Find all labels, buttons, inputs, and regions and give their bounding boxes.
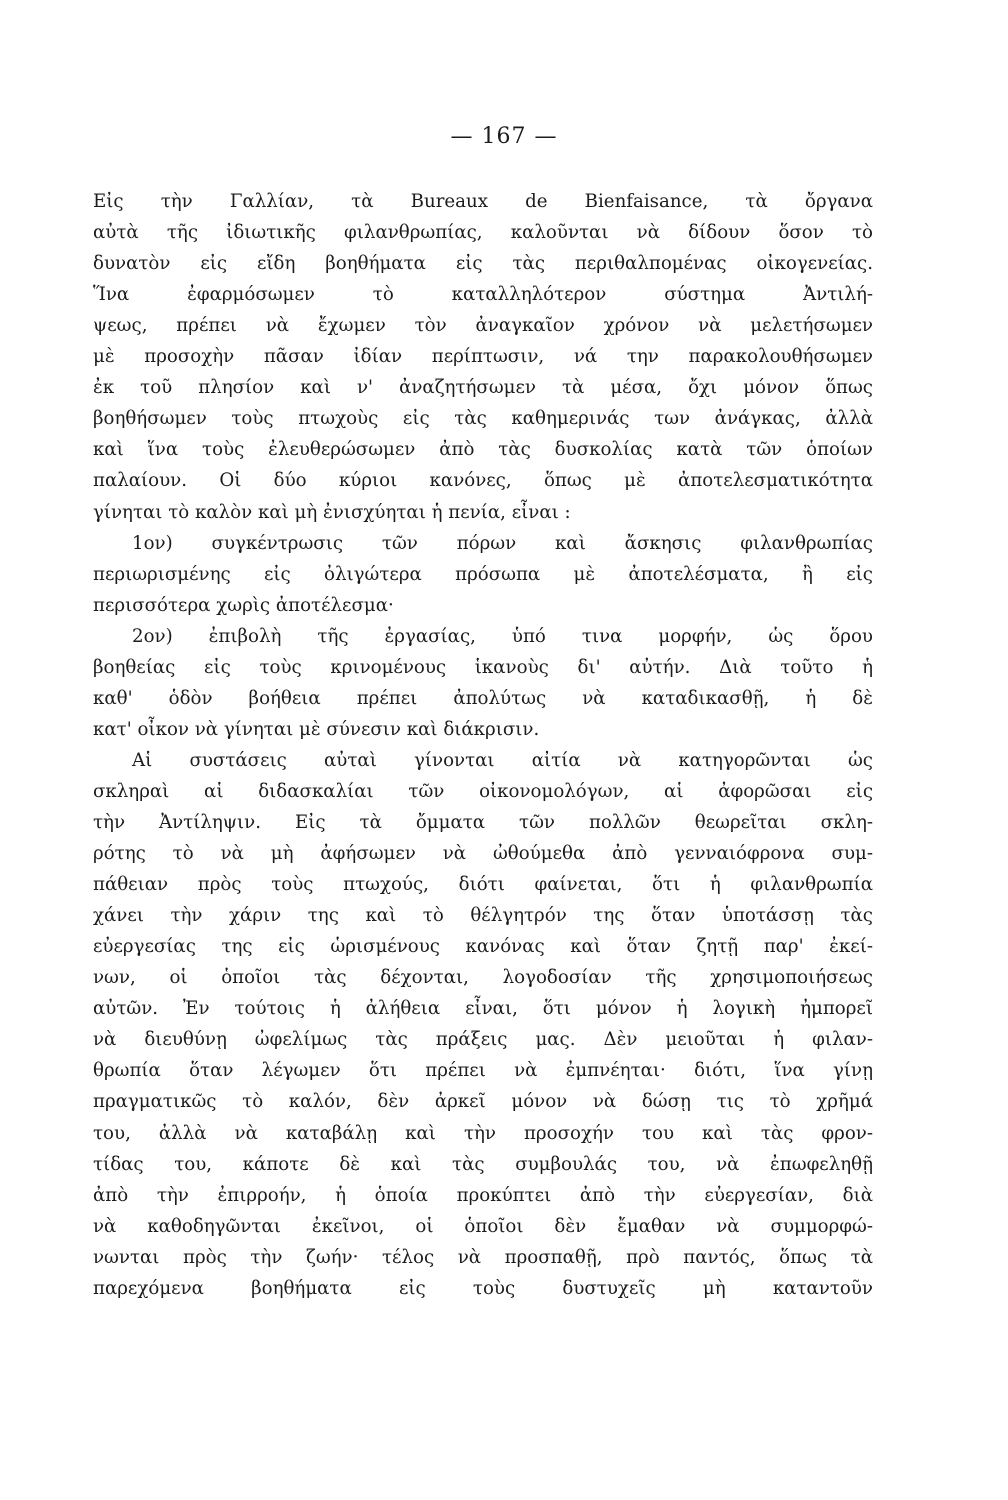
text-line: περιωρισμένης εἰς ὀλιγώτερα πρόσωπα μὲ ἀποτελέσματα, ἢ εἰς	[93, 563, 873, 585]
text-line: του, ἀλλὰ νὰ καταβάλῃ καὶ τὴν προσοχήν του καὶ τὰς φρον-	[93, 1122, 873, 1144]
text-line: παρεχόμενα βοηθήματα εἰς τοὺς δυστυχεῖς μὴ καταντοῦν	[93, 1277, 873, 1299]
text-line: νὰ καθοδηγῶνται ἐκεῖνοι, οἱ ὁποῖοι δὲν ἔμαθαν νὰ συμμορφώ-	[93, 1215, 873, 1237]
text-line: ἐκ τοῦ πλησίον καὶ ν' ἀναζητήσωμεν τὰ μέσα, ὄχι μόνον ὅπως	[93, 377, 873, 399]
text-line: 2ον) ἐπιβολὴ τῆς ἐργασίας, ὑπό τινα μορφήν, ὡς ὅρου	[132, 625, 873, 647]
text-line: Αἱ συστάσεις αὐταὶ γίνονται αἰτία νὰ κατηγορῶνται ὡς	[132, 749, 873, 771]
text-line: Ἵνα ἐφαρμόσωμεν τὸ καταλληλότερον σύστημα Ἀντιλή-	[93, 284, 873, 306]
text-line: βοηθήσωμεν τοὺς πτωχοὺς εἰς τὰς καθημερινάς των ἀνάγκας, ἀλλὰ	[93, 408, 873, 430]
text-line: ψεως, πρέπει νὰ ἔχωμεν τὸν ἀναγκαῖον χρόνον νὰ μελετήσωμεν	[93, 315, 873, 337]
text-line: εὐεργεσίας της εἰς ὡρισμένους κανόνας καὶ ὅταν ζητῇ παρ' ἐκεί-	[93, 936, 873, 958]
text-line: πάθειαν πρὸς τοὺς πτωχούς, διότι φαίνεται, ὅτι ἡ φιλανθρωπία	[93, 874, 873, 896]
text-line: κατ' οἶκον νὰ γίνηται μὲ σύνεσιν καὶ διάκρισιν.	[93, 718, 540, 740]
text-line: νὰ διευθύνῃ ὠφελίμως τὰς πράξεις μας. Δὲν μειοῦται ἡ φιλαν-	[93, 1029, 873, 1051]
text-line: περισσότερα χωρὶς ἀποτέλεσμα·	[93, 594, 394, 616]
text-line: νων, οἱ ὁποῖοι τὰς δέχονται, λογοδοσίαν τῆς χρησιμοποιήσεως	[93, 967, 873, 989]
text-line: αὐτῶν. Ἐν τούτοις ἡ ἀλήθεια εἶναι, ὅτι μόνον ἡ λογικὴ ἠμπορεῖ	[93, 998, 873, 1020]
text-line: αὐτὰ τῆς ἰδιωτικῆς φιλανθρωπίας, καλοῦνται νὰ δίδουν ὅσον τὸ	[93, 222, 873, 244]
text-line: ρότης τὸ νὰ μὴ ἀφήσωμεν νὰ ὠθούμεθα ἀπὸ γενναιόφρονα συμ-	[93, 843, 873, 865]
text-line: σκληραὶ αἱ διδασκαλίαι τῶν οἰκονομολόγων, αἱ ἀφορῶσαι εἰς	[93, 780, 873, 802]
text-line: παλαίουν. Οἱ δύο κύριοι κανόνες, ὅπως μὲ ἀποτελεσματικότητα	[93, 470, 873, 492]
text-line: δυνατὸν εἰς εἴδη βοηθήματα εἰς τὰς περιθαλπομένας οἰκογενείας.	[93, 253, 873, 275]
text-line: καθ' ὁδὸν βοήθεια πρέπει ἀπολύτως νὰ καταδικασθῇ, ἡ δὲ	[93, 687, 873, 709]
text-line: νωνται πρὸς τὴν ζωήν· τέλος νὰ προσπαθῇ, πρὸ παντός, ὅπως τὰ	[93, 1246, 873, 1268]
text-line: χάνει τὴν χάριν της καὶ τὸ θέλγητρόν της ὅταν ὑποτάσσῃ τὰς	[93, 905, 873, 927]
text-line: τίδας του, κάποτε δὲ καὶ τὰς συμβουλάς του, νὰ ἐπωφεληθῇ	[93, 1153, 873, 1175]
text-line: ἀπὸ τὴν ἐπιρροήν, ἡ ὁποία προκύπτει ἀπὸ τὴν εὐεργεσίαν, διὰ	[93, 1184, 873, 1206]
text-line: καὶ ἵνα τοὺς ἐλευθερώσωμεν ἀπὸ τὰς δυσκολίας κατὰ τῶν ὁποίων	[93, 439, 873, 461]
text-line: μὲ προσοχὴν πᾶσαν ἰδίαν περίπτωσιν, νά την παρακολουθήσωμεν	[93, 346, 873, 368]
text-line: γίνηται τὸ καλὸν καὶ μὴ ἐνισχύηται ἡ πενία, εἶναι :	[93, 501, 571, 523]
text-line: Εἰς τὴν Γαλλίαν, τὰ Bureaux de Bienfaisance, τὰ ὄργανα	[93, 191, 873, 212]
text-line: βοηθείας εἰς τοὺς κρινομένους ἱκανοὺς δι' αὐτήν. Διὰ τοῦτο ἡ	[93, 656, 873, 678]
text-line: τὴν Ἀντίληψιν. Εἰς τὰ ὄμματα τῶν πολλῶν θεωρεῖται σκλη-	[93, 812, 873, 833]
text-line: θρωπία ὅταν λέγωμεν ὅτι πρέπει νὰ ἐμπνέηται· διότι, ἵνα γίνῃ	[93, 1060, 873, 1082]
text-line: πραγματικῶς τὸ καλόν, δὲν ἀρκεῖ μόνον νὰ δώσῃ τις τὸ χρῆμά	[93, 1091, 873, 1113]
page-number: — 167 —	[450, 124, 558, 149]
text-line: 1ον) συγκέντρωσις τῶν πόρων καὶ ἄσκησις φιλανθρωπίας	[132, 532, 873, 554]
